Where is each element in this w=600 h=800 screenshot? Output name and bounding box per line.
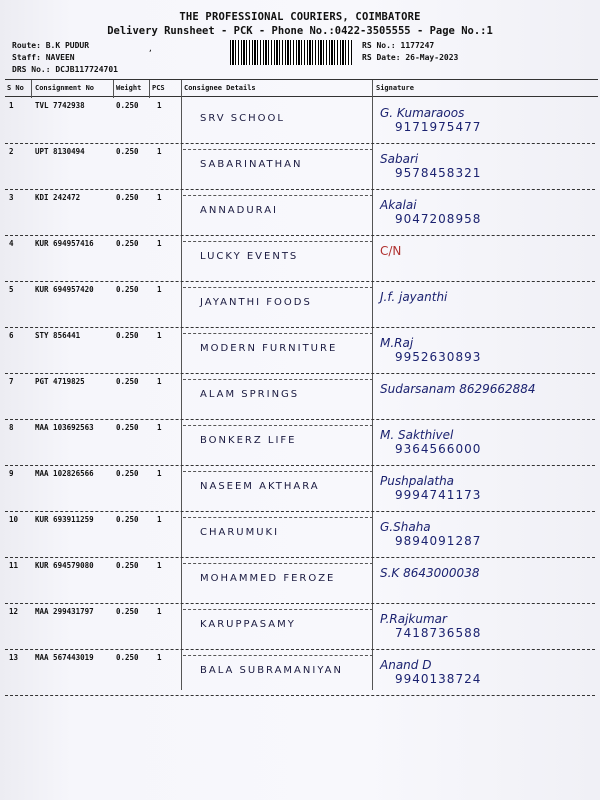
table-row	[0, 144, 600, 190]
signature: M. Sakthivel	[380, 428, 454, 442]
consignee-rule	[183, 241, 373, 242]
signature: C/N	[380, 244, 402, 258]
weight-cell: 0.250	[116, 101, 139, 110]
pcs-cell: 1	[157, 239, 162, 248]
signature-phone: 9364566000	[395, 442, 482, 456]
consignment-cell: KUR 694957416	[35, 239, 94, 248]
consignee-rule	[183, 333, 373, 334]
col-sno: S No	[7, 84, 24, 92]
sno-cell: 9	[9, 469, 14, 478]
sno-cell: 2	[9, 147, 14, 156]
signature: Akalai	[380, 198, 417, 212]
table-row	[0, 650, 600, 696]
table-row	[0, 558, 600, 604]
consignee-rule	[183, 655, 373, 656]
header-top-rule	[5, 79, 598, 80]
consignee-rule	[183, 149, 373, 150]
sno-cell: 1	[9, 101, 14, 110]
sno-cell: 7	[9, 377, 14, 386]
pcs-cell: 1	[157, 561, 162, 570]
pcs-cell: 1	[157, 515, 162, 524]
weight-cell: 0.250	[116, 193, 139, 202]
consignee-name: ANNADURAI	[200, 205, 278, 216]
sno-cell: 6	[9, 331, 14, 340]
signature: P.Rajkumar	[380, 612, 447, 626]
table-row	[0, 374, 600, 420]
table-row	[0, 190, 600, 236]
table-row	[0, 282, 600, 328]
pcs-cell: 1	[157, 653, 162, 662]
consignee-name: BALA SUBRAMANIYAN	[200, 665, 343, 676]
pcs-cell: 1	[157, 147, 162, 156]
signature: Pushpalatha	[380, 474, 455, 488]
consignment-cell: KUR 694579080	[35, 561, 94, 570]
signature: J.f. jayanthi	[380, 290, 448, 304]
weight-cell: 0.250	[116, 239, 139, 248]
consignment-cell: MAA 102826566	[35, 469, 94, 478]
signature: Anand D	[380, 658, 432, 672]
col-divider	[149, 80, 150, 98]
sno-cell: 13	[9, 653, 19, 662]
consignee-rule	[183, 517, 373, 518]
sno-cell: 8	[9, 423, 14, 432]
signature-phone: 9952630893	[395, 350, 482, 364]
col-divider	[113, 80, 114, 98]
rs-date: RS Date: 26-May-2023	[362, 53, 459, 62]
weight-cell: 0.250	[116, 515, 139, 524]
signature-phone: 9940138724	[395, 672, 482, 686]
table-row	[0, 512, 600, 558]
sno-cell: 11	[9, 561, 19, 570]
col-consignee: Consignee Details	[184, 84, 256, 92]
table-row	[0, 420, 600, 466]
pcs-cell: 1	[157, 469, 162, 478]
signature: G.Shaha	[380, 520, 431, 534]
pcs-cell: 1	[157, 423, 162, 432]
consignment-cell: KDI 242472	[35, 193, 81, 202]
consignee-name: ALAM SPRINGS	[200, 389, 300, 400]
consignment-cell: MAA 567443019	[35, 653, 94, 662]
route-label: Route: B.K PUDUR	[12, 41, 90, 50]
consignment-cell: TVL 7742938	[35, 101, 85, 110]
table-row	[0, 466, 600, 512]
pcs-cell: 1	[157, 331, 162, 340]
consignee-name: KARUPPASAMY	[200, 619, 296, 630]
pcs-cell: 1	[157, 285, 162, 294]
weight-cell: 0.250	[116, 653, 139, 662]
signature: Sudarsanam 8629662884	[380, 382, 536, 396]
weight-cell: 0.250	[116, 285, 139, 294]
consignee-name: SABARINATHAN	[200, 159, 303, 170]
col-signature: Signature	[376, 84, 414, 92]
weight-cell: 0.250	[116, 423, 139, 432]
sno-cell: 3	[9, 193, 14, 202]
header-bottom-rule	[5, 96, 598, 97]
consignment-cell: STY 856441	[35, 331, 81, 340]
pcs-cell: 1	[157, 193, 162, 202]
consignee-name: NASEEM AKTHARA	[200, 481, 320, 492]
signature-phone: 9171975477	[395, 120, 482, 134]
weight-cell: 0.250	[116, 377, 139, 386]
pcs-cell: 1	[157, 101, 162, 110]
consignee-name: SRV SCHOOL	[200, 113, 285, 124]
barcode	[230, 40, 352, 65]
consignee-name: MOHAMMED FEROZE	[200, 573, 336, 584]
consignment-cell: UPT 8130494	[35, 147, 85, 156]
consignee-name: BONKERZ LIFE	[200, 435, 297, 446]
signature-phone: 9047208958	[395, 212, 482, 226]
consignee-rule	[183, 471, 373, 472]
pcs-cell: 1	[157, 607, 162, 616]
col-weight: Weight	[116, 84, 142, 92]
consignee-rule	[183, 379, 373, 380]
sno-cell: 12	[9, 607, 19, 616]
table-row	[0, 236, 600, 282]
col-divider	[31, 80, 32, 98]
consignee-rule	[183, 195, 373, 196]
signature-phone: 7418736588	[395, 626, 482, 640]
consignment-cell: PGT 4719825	[35, 377, 85, 386]
signature-phone: 9894091287	[395, 534, 482, 548]
signature: G. Kumaraoos	[380, 106, 465, 120]
signature: M.Raj	[380, 336, 414, 350]
consignee-name: MODERN FURNITURE	[200, 343, 338, 354]
signature-phone: 9994741173	[395, 488, 482, 502]
consignee-name: LUCKY EVENTS	[200, 251, 299, 262]
consignee-rule	[183, 609, 373, 610]
drs-number: DRS No.: DCJB117724701	[12, 65, 118, 74]
company-title: THE PROFESSIONAL COURIERS, COIMBATORE	[179, 11, 421, 23]
weight-cell: 0.250	[116, 331, 139, 340]
signature: S.K 8643000038	[380, 566, 480, 580]
consignee-name: JAYANTHI FOODS	[200, 297, 312, 308]
weight-cell: 0.250	[116, 469, 139, 478]
consignment-cell: MAA 103692563	[35, 423, 94, 432]
runsheet-subtitle: Delivery Runsheet - PCK - Phone No.:0422-3505555 - Page No.:1	[107, 25, 493, 37]
table-row	[0, 98, 600, 144]
sno-cell: 4	[9, 239, 14, 248]
rs-number: RS No.: 1177247	[362, 41, 435, 50]
consignment-cell: KUR 694957420	[35, 285, 94, 294]
sno-cell: 5	[9, 285, 14, 294]
row-separator	[5, 695, 595, 696]
consignment-cell: MAA 299431797	[35, 607, 94, 616]
pcs-cell: 1	[157, 377, 162, 386]
table-row	[0, 328, 600, 374]
consignee-rule	[183, 425, 373, 426]
sno-cell: 10	[9, 515, 19, 524]
signature: Sabari	[380, 152, 419, 166]
consignee-rule	[183, 287, 373, 288]
signature-phone: 9578458321	[395, 166, 482, 180]
tick-mark: ,	[148, 44, 153, 53]
weight-cell: 0.250	[116, 607, 139, 616]
col-pcs: PCS	[152, 84, 165, 92]
table-row	[0, 604, 600, 650]
consignment-cell: KUR 693911259	[35, 515, 94, 524]
consignee-name: CHARUMUKI	[200, 527, 280, 538]
staff-label: Staff: NAVEEN	[12, 53, 75, 62]
col-consignment: Consignment No	[35, 84, 95, 92]
consignee-rule	[183, 563, 373, 564]
weight-cell: 0.250	[116, 147, 139, 156]
weight-cell: 0.250	[116, 561, 139, 570]
